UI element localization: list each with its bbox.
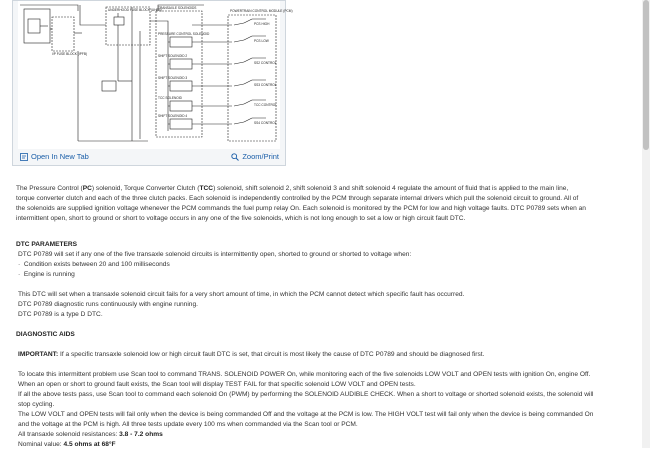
scrollbar-track[interactable] xyxy=(642,0,650,448)
diagram-label-pin: SS4 CONTROL xyxy=(254,121,277,125)
zoom-print-label: Zoom/Print xyxy=(242,152,279,161)
dtc-bullet-text: Engine is running xyxy=(23,271,75,278)
resistance-value: 3.8 - 7.2 ohms xyxy=(119,431,163,438)
diagram-label-solenoid: SHIFT SOLENOID 3 xyxy=(158,76,188,80)
diagram-label-pin: TCC CONTROL xyxy=(254,103,278,107)
diagram-label-pcm: POWERTRAIN CONTROL MODULE (PCM) xyxy=(230,9,293,13)
open-in-new-tab-link[interactable] xyxy=(20,152,89,161)
dtc-bullet: · Condition exists between 20 and 100 milliseconds xyxy=(18,261,170,268)
intro-text: ) solenoid, Torque Converter Clutch ( xyxy=(91,185,200,192)
dtc-bullet: · Engine is running xyxy=(18,271,75,278)
diagram-label-pin: SS2 CONTROL xyxy=(254,61,277,65)
resistance-label: All transaxle solenoid resistances: xyxy=(18,431,120,438)
important-label: IMPORTANT: xyxy=(18,351,59,358)
resistance-line xyxy=(16,430,632,440)
diagram-label-uhfb: UNDERHOOD FUSE BLOCK (UHFB) xyxy=(108,8,162,12)
scrollbar-thumb[interactable] xyxy=(643,0,649,150)
dtc-paragraph: DTC P0789 diagnostic runs continuously with engine running. xyxy=(18,301,198,308)
diagram-label-pin: SS3 CONTROL xyxy=(254,83,277,87)
diagram-label-solenoid: PRESSURE CONTROL SOLENOID xyxy=(158,32,210,36)
aids-paragraph: If all the above tests pass, use Scan tool to command each solenoid On (PWM) by performing the SOLENOID AUDIBLE CHECK. When a short to voltage or shorted solenoid exists, the solenoid will xyxy=(18,391,594,398)
nominal-value: 4.5 ohms at 68°F xyxy=(63,441,116,448)
intro-text: torque converter clutch and each of the three clutch packs. Each solenoid is independently controlled by the PCM through separate internal drivers which pull the solenoid circuit to ground. All of xyxy=(16,195,579,202)
dtc-bullet-text: Condition exists between 20 and 100 milliseconds xyxy=(23,261,170,268)
wiring-diagram-figure xyxy=(12,0,293,166)
important-note xyxy=(16,350,632,360)
important-text: If a specific transaxle solenoid low or high circuit fault DTC is set, that circuit is most likely the cause of DTC P0789 and should be diagnosed first. xyxy=(58,351,485,358)
diagram-label-solenoid: TCC SOLENOID xyxy=(158,96,182,100)
aids-paragraph: To locate this intermittent problem use Scan tool to command TRANS. SOLENOID POWER On, while monitoring each of the five solenoids LOW VOLT and OPEN tests with ignition On, engine Off. xyxy=(18,371,591,378)
diagram-label-ipfb: I/P FUSE BLOCK (IPFB) xyxy=(52,52,88,56)
aids-paragraph: and the voltage at the PCM is high. All three tests update every 100 ms when commanded via the Scan tool or PCM. xyxy=(18,421,358,428)
wiring-diagram[interactable] xyxy=(18,1,293,149)
figure-footer xyxy=(13,148,285,165)
diagnostic-aids-heading: DIAGNOSTIC AIDS xyxy=(16,331,75,338)
diagram-label-solenoid: SHIFT SOLENOID 2 xyxy=(158,54,188,58)
open-in-new-tab-icon xyxy=(20,153,28,161)
intro-text: ) solenoid, shift solenoid 2, shift solenoid 3 and shift solenoid 4 regulate the amount of fluid that is applied to the main line, xyxy=(213,185,569,192)
diagram-label-transaxle: TRANSAXLE SOLENOIDS xyxy=(158,6,197,10)
zoom-icon xyxy=(231,153,239,161)
diagram-label-pin: PCS HIGH xyxy=(254,22,270,26)
nominal-label: Nominal value: xyxy=(18,441,64,448)
intro-text: intermittent open, short to ground or short to voltage occurs in any one of the five solenoids, which is not long enough to set a low or high circuit fault DTC. xyxy=(16,215,466,222)
aids-paragraph: The LOW VOLT and OPEN tests will fail only when the device is being commanded Off and the voltage at the PCM is low. The HIGH VOLT test will fail only when the device is being commanded On xyxy=(18,411,594,418)
aids-paragraph: When an open or short to ground fault exists, the Scan tool will display TEST FAIL for that specific solenoid LOW VOLT and OPEN tests. xyxy=(18,381,416,388)
open-in-new-tab-label: Open In New Tab xyxy=(31,152,89,161)
dtc-paragraph: This DTC will set when a transaxle solenoid circuit fails for a very short amount of time, in which the PCM cannot detect which specific fault has occurred. xyxy=(18,291,465,298)
intro-bold: PC xyxy=(82,185,92,192)
intro-text: the solenoids are supplied ignition voltage whenever the PCM commands the fuel pump relay On. Each solenoid is monitored by the PCM for low and high voltage faults. DTC P0789 sets when an xyxy=(16,205,586,212)
dtc-parameters-heading: DTC PARAMETERS xyxy=(16,241,78,248)
intro-paragraph xyxy=(16,184,632,224)
diagram-label-pin: PCS LOW xyxy=(254,39,269,43)
dtc-paragraph: DTC P0789 is a type D DTC. xyxy=(18,311,103,318)
diagram-label-solenoid: SHIFT SOLENOID 4 xyxy=(158,114,188,118)
article-content xyxy=(16,184,632,450)
aids-paragraph: stop cycling. xyxy=(18,401,55,408)
dtc-parameters-line: DTC P0789 will set if any one of the five transaxle solenoid circuits is intermittently open, shorted to ground or shorted to voltage when: xyxy=(18,251,412,258)
nominal-line xyxy=(16,440,632,450)
intro-bold: TCC xyxy=(199,185,214,192)
zoom-print-link[interactable] xyxy=(231,152,279,161)
intro-text: The Pressure Control ( xyxy=(16,185,83,192)
